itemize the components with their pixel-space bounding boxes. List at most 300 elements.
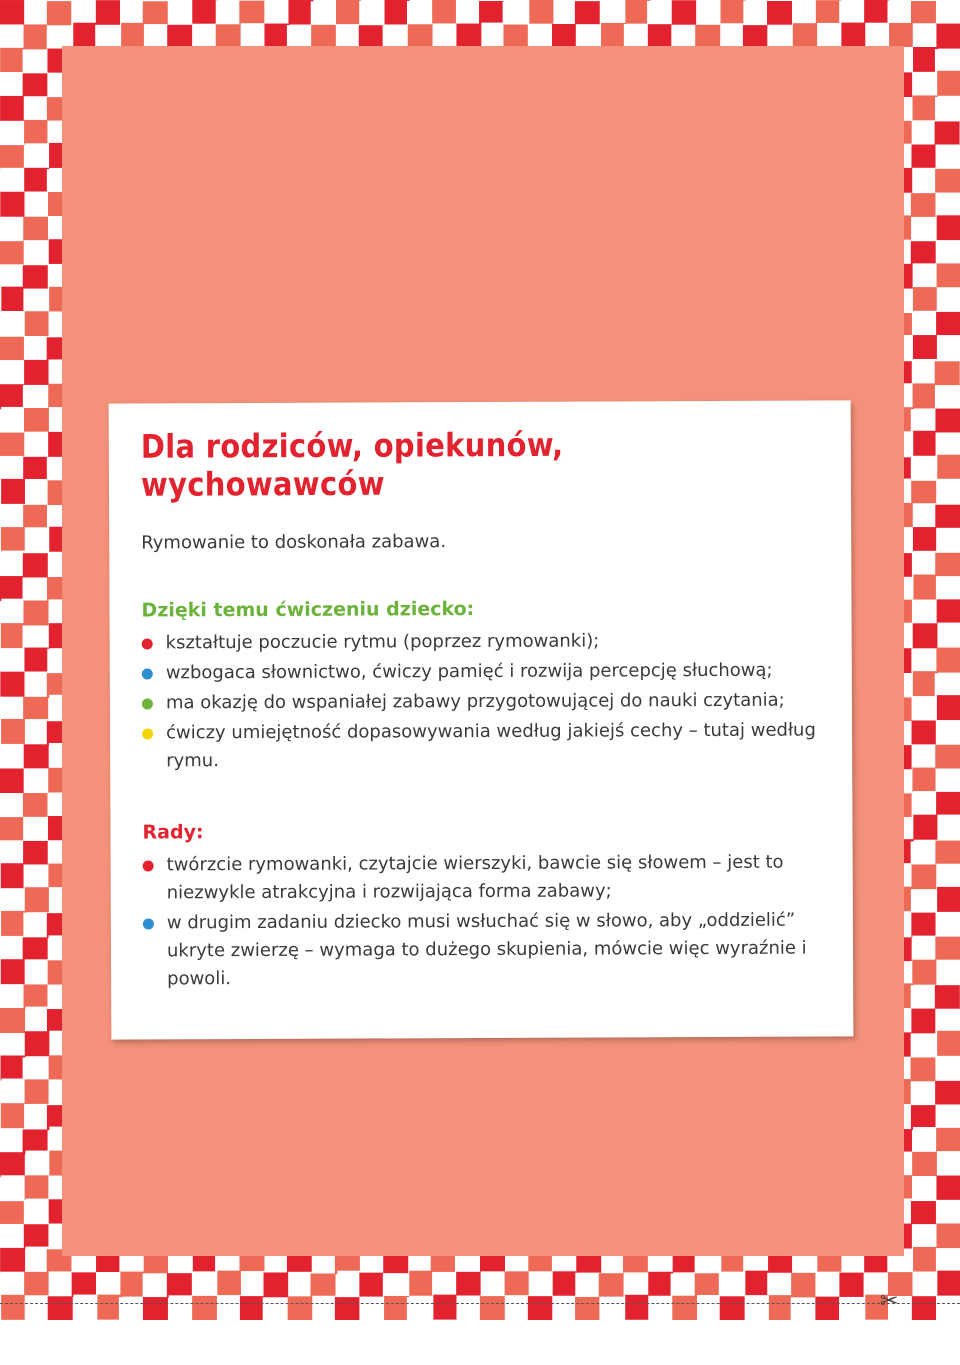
border-tile [553, 0, 578, 24]
border-tile [264, 24, 289, 49]
border-tile [839, 1273, 864, 1298]
border-tile [24, 120, 49, 145]
border-tile [839, 1297, 864, 1320]
border-tile [913, 671, 938, 696]
border-tile [25, 1295, 50, 1320]
border-tile [0, 24, 25, 49]
border-tile [912, 1176, 937, 1201]
border-tile [912, 1296, 937, 1320]
border-tile [791, 1273, 816, 1298]
border-tile [23, 601, 48, 626]
intro-text: Rymowanie to doskonała zabawa. [141, 531, 447, 554]
border-tile [143, 1273, 168, 1298]
benefits-list [142, 627, 817, 776]
bullet-dot-icon [142, 668, 153, 679]
border-tile [0, 817, 24, 842]
list-item [143, 849, 817, 908]
border-tile [169, 0, 194, 24]
border-tile [0, 48, 25, 73]
border-tile [312, 1296, 337, 1320]
border-tile [721, 0, 746, 24]
border-tile [1, 599, 26, 624]
list-item-text: kształtuje poczucie rytmu (poprzez rymowanki); [165, 630, 600, 654]
border-tile [912, 864, 937, 889]
border-tile [1, 407, 26, 432]
border-tile [937, 0, 960, 24]
border-tile [937, 599, 960, 624]
border-tile [913, 287, 938, 312]
border-tile [288, 1272, 313, 1297]
border-tile [120, 0, 145, 25]
border-tile [481, 23, 506, 48]
border-tile [937, 479, 960, 504]
border-tile [503, 1, 528, 26]
border-tile [24, 336, 49, 361]
border-tile [695, 1273, 720, 1298]
border-tile [935, 49, 960, 74]
bullet-dot-icon [142, 728, 153, 739]
list-item-text: w drugim zadaniu dziecko musi wsłuchać się w słowo, aby „oddzielić” ukryte zwierzę – wymaga to dużego skupienia, mówcie więc wyraźnie i powoli. [166, 909, 807, 990]
border-tile [23, 265, 48, 290]
bullet-dot-icon [143, 860, 154, 871]
border-tile [816, 0, 841, 25]
border-tile [24, 648, 49, 673]
tips-list [143, 849, 818, 994]
border-tile [911, 1081, 936, 1106]
border-tile [937, 815, 960, 840]
border-tile [288, 0, 313, 25]
border-tile [24, 360, 49, 385]
border-tile [193, 1271, 218, 1296]
border-tile [265, 0, 290, 24]
border-tile [935, 409, 960, 434]
border-tile [817, 23, 842, 48]
border-tile [911, 1033, 936, 1058]
border-tile [25, 311, 50, 336]
border-tile [25, 1079, 50, 1104]
border-tile [936, 1200, 960, 1225]
border-tile [935, 505, 960, 530]
border-tile [23, 913, 48, 938]
border-tile [217, 1295, 242, 1320]
border-tile [72, 1272, 97, 1297]
border-tile [936, 1248, 960, 1273]
border-tile [0, 1128, 25, 1153]
border-tile [937, 263, 960, 288]
border-tile [239, 1, 264, 26]
border-tile [599, 1273, 624, 1298]
border-tile [0, 1248, 25, 1273]
border-tile [24, 0, 49, 25]
border-tile [552, 1296, 577, 1320]
border-tile [0, 672, 25, 697]
border-tile [841, 23, 866, 48]
border-tile [575, 1297, 600, 1320]
border-tile [911, 1201, 936, 1226]
border-tile [1, 1175, 26, 1200]
border-tile [359, 1297, 384, 1320]
border-tile [385, 0, 410, 24]
border-tile [0, 168, 25, 193]
list-item [142, 717, 816, 776]
border-tile [0, 241, 24, 266]
border-tile [1, 863, 26, 888]
border-tile [935, 97, 960, 122]
border-tile [481, 1271, 506, 1296]
border-tile [383, 1273, 408, 1298]
border-tile [23, 697, 48, 722]
border-tile [0, 840, 25, 865]
border-tile [24, 408, 49, 433]
border-tile [912, 168, 937, 193]
border-tile [73, 23, 98, 48]
border-tile [480, 1296, 505, 1320]
border-tile [913, 1127, 938, 1152]
border-tile [433, 23, 458, 48]
border-tile [192, 0, 217, 25]
border-tile [96, 1272, 121, 1297]
border-tile [0, 264, 25, 289]
border-tile [0, 433, 24, 458]
border-tile [23, 73, 48, 98]
border-tile [913, 527, 938, 552]
border-tile [0, 360, 25, 385]
border-tile [25, 1151, 50, 1176]
border-tile [671, 1273, 696, 1298]
border-tile [935, 553, 960, 578]
border-tile [24, 1272, 49, 1297]
border-tile [120, 1272, 145, 1297]
border-tile [25, 1247, 50, 1272]
border-tile [0, 145, 24, 170]
border-tile [384, 1296, 409, 1320]
border-tile [1, 527, 26, 552]
border-tile [935, 1081, 960, 1106]
border-tile [23, 457, 48, 482]
border-tile [912, 696, 937, 721]
border-tile [625, 0, 650, 24]
border-tile [336, 0, 361, 25]
border-tile [672, 1296, 697, 1320]
border-tile [0, 576, 25, 601]
list-item-text: twórzcie rymowanki, czytajcie wierszyki, bawcie się słowem – jest to niezwykle atrakcyjna i rozwijająca forma zabawy; [166, 851, 784, 904]
border-tile [937, 71, 960, 96]
border-tile [912, 936, 937, 961]
border-tile [935, 673, 960, 698]
border-tile [936, 576, 960, 601]
border-tile [23, 841, 48, 866]
border-tile [0, 1201, 24, 1226]
border-tile [0, 337, 24, 362]
border-tile [24, 192, 49, 217]
border-tile [0, 744, 25, 769]
border-tile [911, 1057, 936, 1082]
border-tile [912, 72, 937, 97]
border-tile [911, 1, 936, 26]
border-tile [936, 960, 960, 985]
border-tile [912, 768, 937, 793]
border-tile [600, 0, 625, 25]
border-tile [936, 912, 960, 937]
border-tile [121, 23, 146, 48]
border-tile [913, 47, 938, 72]
border-tile [359, 1, 384, 26]
border-tile [913, 335, 938, 360]
border-tile [937, 1151, 960, 1176]
border-tile [143, 1297, 168, 1320]
border-tile [23, 505, 48, 530]
border-tile [911, 889, 936, 914]
border-tile [0, 984, 25, 1009]
border-tile [0, 1152, 25, 1177]
border-tile [936, 528, 960, 553]
border-tile [1, 551, 26, 576]
border-tile [913, 575, 938, 600]
border-tile [912, 720, 937, 745]
border-tile [24, 1104, 49, 1129]
border-tile [913, 311, 938, 336]
border-tile [937, 695, 960, 720]
border-tile [913, 95, 938, 120]
border-tile [815, 1297, 840, 1320]
border-tile [1, 1103, 26, 1128]
border-tile [241, 23, 266, 48]
border-tile [936, 1296, 960, 1320]
border-tile [24, 96, 49, 121]
border-tile [672, 0, 697, 25]
border-tile [433, 1295, 458, 1320]
border-tile [913, 23, 938, 48]
border-tile [913, 383, 938, 408]
border-tile [767, 1, 792, 26]
scissors-icon: ✂ [880, 1289, 899, 1314]
border-tile [529, 0, 554, 24]
border-tile [935, 841, 960, 866]
border-tile [432, 0, 457, 25]
cut-line [0, 1303, 960, 1304]
border-tile [1, 911, 26, 936]
border-tile [23, 217, 48, 242]
border-tile [793, 0, 818, 24]
border-tile [25, 1175, 50, 1200]
border-tile [745, 1295, 770, 1320]
border-tile [1, 287, 26, 312]
border-tile [935, 121, 960, 146]
border-tile [935, 1009, 960, 1034]
border-tile [1, 719, 26, 744]
border-tile [887, 1, 912, 26]
border-tile [409, 1271, 434, 1296]
border-tile [0, 1272, 25, 1297]
border-tile [0, 937, 24, 962]
border-tile [697, 1295, 722, 1320]
border-tile [23, 385, 48, 410]
border-tile [793, 23, 818, 48]
border-tile [889, 23, 914, 48]
border-tile [217, 1271, 242, 1296]
border-tile [911, 217, 936, 242]
border-tile [911, 193, 936, 218]
border-tile [25, 143, 50, 168]
border-tile [936, 240, 960, 265]
border-tile [936, 144, 960, 169]
border-tile [696, 0, 721, 25]
border-tile [913, 815, 938, 840]
border-tile [936, 720, 960, 745]
border-tile [935, 745, 960, 770]
border-tile [937, 623, 960, 648]
border-tile [648, 1272, 673, 1297]
border-tile [311, 1273, 336, 1298]
border-tile [647, 1, 672, 26]
border-tile [625, 1295, 650, 1320]
border-tile [936, 1128, 960, 1153]
border-tile [192, 24, 217, 49]
border-tile [337, 1271, 362, 1296]
border-tile [743, 1, 768, 26]
list-item-text: wzbogaca słownictwo, ćwiczy pamięć i rozwija percepcję słuchową; [165, 659, 773, 684]
border-tile [912, 1272, 937, 1297]
border-tile [25, 719, 50, 744]
info-card [109, 400, 854, 1039]
border-tile [719, 1273, 744, 1298]
border-tile [839, 1, 864, 26]
border-tile [936, 792, 960, 817]
border-tile [912, 960, 937, 985]
border-tile [24, 1224, 49, 1249]
border-tile [0, 649, 24, 674]
border-tile [0, 456, 25, 481]
border-tile [648, 1296, 673, 1320]
border-tile [936, 1104, 960, 1129]
border-tile [24, 744, 49, 769]
border-tile [505, 1271, 530, 1296]
border-tile [937, 1223, 960, 1248]
border-tile [23, 49, 48, 74]
border-tile [23, 625, 48, 650]
border-tile [913, 263, 938, 288]
bullet-dot-icon [142, 698, 153, 709]
tips-heading: Rady: [142, 821, 204, 844]
border-tile [913, 623, 938, 648]
border-tile [0, 217, 24, 242]
border-tile [456, 0, 481, 25]
border-tile [575, 1273, 600, 1298]
border-tile [24, 864, 49, 889]
border-tile [912, 120, 937, 145]
border-tile [25, 1199, 50, 1224]
border-tile [912, 600, 937, 625]
border-tile [241, 1271, 266, 1296]
border-tile [1, 1295, 26, 1320]
border-tile [913, 359, 938, 384]
list-item-text: ma okazję do wspaniałej zabawy przygotowującej do nauki czytania; [165, 689, 785, 714]
border-tile [25, 1031, 50, 1056]
border-tile [912, 1152, 937, 1177]
border-tile [432, 1272, 457, 1297]
border-tile [936, 864, 960, 889]
border-tile [936, 312, 960, 337]
border-tile [865, 23, 890, 48]
border-tile [937, 887, 960, 912]
border-tile [1, 1079, 26, 1104]
border-tile [936, 648, 960, 673]
border-tile [937, 1271, 960, 1296]
border-tile [335, 1297, 360, 1320]
border-tile [0, 1008, 25, 1033]
border-tile [0, 192, 25, 217]
border-tile [911, 457, 936, 482]
border-tile [359, 1273, 384, 1298]
border-tile [553, 1271, 578, 1296]
border-tile [24, 432, 49, 457]
border-tile [528, 1296, 553, 1320]
border-tile [721, 23, 746, 48]
border-tile [311, 1, 336, 26]
bullet-dot-icon [142, 638, 153, 649]
border-tile [24, 984, 49, 1009]
border-tile [911, 913, 936, 938]
border-tile [936, 24, 960, 49]
border-tile [937, 287, 960, 312]
border-tile [0, 793, 24, 818]
border-tile [1, 479, 26, 504]
border-tile [0, 384, 25, 409]
border-tile [23, 553, 48, 578]
border-tile [912, 744, 937, 769]
border-tile [167, 1273, 192, 1298]
border-tile [935, 985, 960, 1010]
border-tile [456, 1272, 481, 1297]
benefits-heading: Dzięki temu ćwiczeniu dziecko: [141, 598, 475, 622]
border-tile [505, 1295, 530, 1320]
border-tile [720, 1296, 745, 1320]
border-tile [0, 505, 24, 530]
border-tile [911, 481, 936, 506]
border-tile [1, 959, 26, 984]
border-tile [624, 1272, 649, 1297]
border-tile [911, 241, 936, 266]
border-tile [192, 1296, 217, 1320]
border-tile [0, 72, 25, 97]
border-tile [479, 1, 504, 26]
border-tile [49, 1271, 74, 1296]
border-tile [24, 672, 49, 697]
border-tile [264, 1272, 289, 1297]
border-tile [143, 1, 168, 26]
border-tile [0, 96, 25, 121]
border-tile [1, 311, 26, 336]
border-tile [936, 432, 960, 457]
list-item [142, 627, 816, 658]
border-tile [913, 503, 938, 528]
border-tile [911, 409, 936, 434]
border-tile [599, 1297, 624, 1320]
border-tile [1, 1056, 26, 1081]
border-tile [0, 888, 25, 913]
border-tile [936, 768, 960, 793]
border-tile [937, 335, 960, 360]
border-tile [911, 1105, 936, 1130]
border-tile [912, 144, 937, 169]
border-tile [911, 985, 936, 1010]
border-tile [911, 1009, 936, 1034]
border-tile [24, 768, 49, 793]
border-tile [937, 455, 960, 480]
border-tile [791, 1297, 816, 1320]
border-tile [0, 1033, 24, 1058]
list-item [143, 907, 817, 994]
